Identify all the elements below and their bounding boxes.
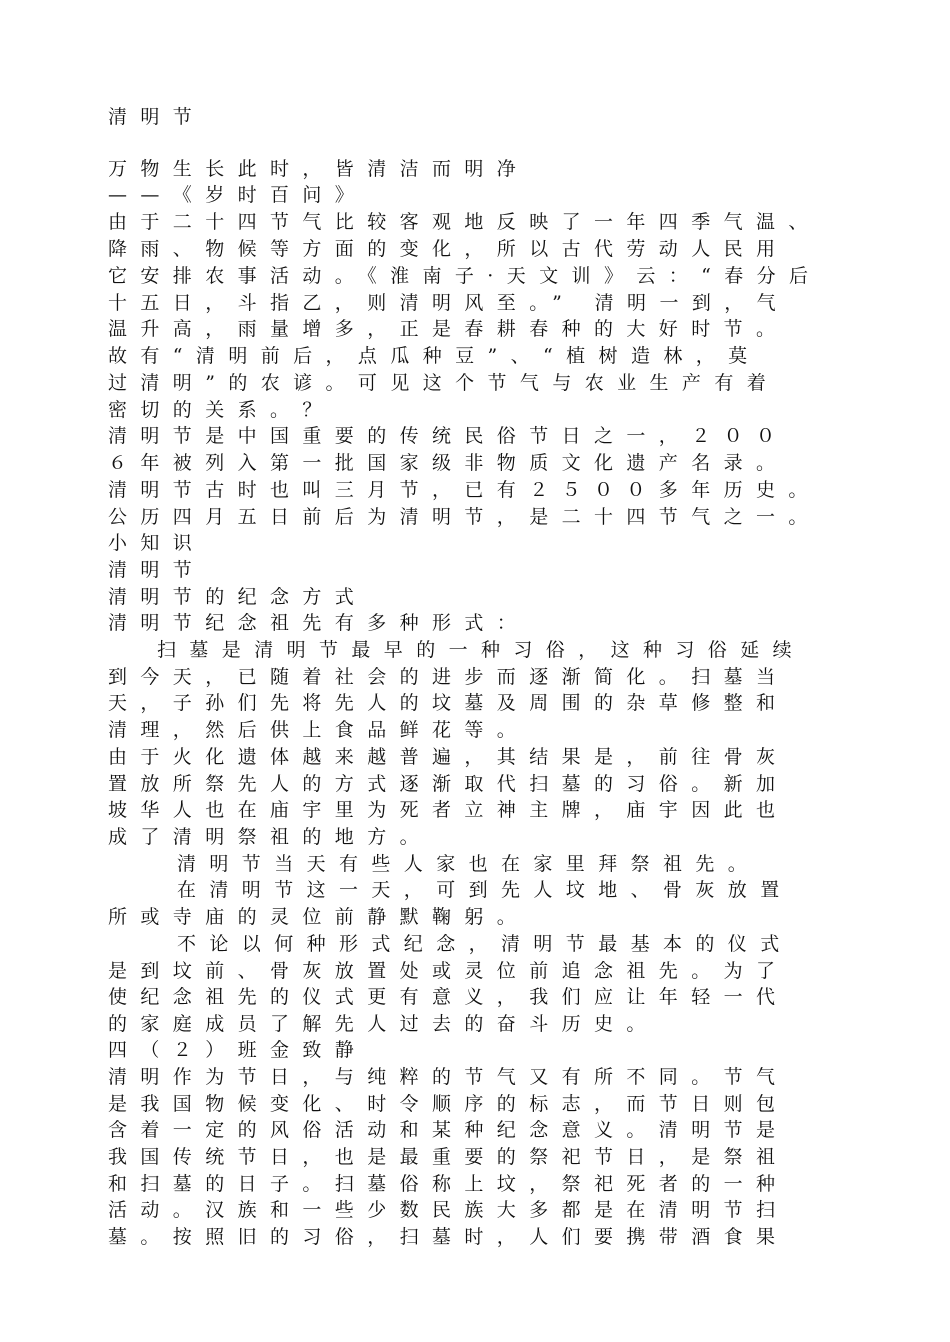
text-line: 成了清明祭祖的地方。 [108, 826, 433, 848]
text-line: 在清明节这一天，可到先人坟地、骨灰放置 [177, 879, 793, 901]
text-line: 是到坟前、骨灰放置处或灵位前追念祖先。为了 [108, 960, 789, 982]
text-line: 置放所祭先人的方式逐渐取代扫墓的习俗。新加 [108, 773, 789, 795]
text-line: ６年被列入第一批国家级非物质文化遗产名录。 [108, 452, 789, 474]
text-line: 十五日，斗指乙，则清明风至。” 清明一到，气 [108, 292, 790, 314]
text-line: 清理，然后供上食品鲜花等。 [108, 719, 530, 741]
text-line: 不论以何种形式纪念，清明节最基本的仪式 [177, 933, 793, 955]
text-line: 天，子孙们先将先人的坟墓及周围的杂草修整和 [108, 692, 789, 714]
text-line: 清明节是中国重要的传统民俗节日之一，２００ [108, 425, 789, 447]
text-line: 由于火化遗体越来越普遍，其结果是，前往骨灰 [108, 746, 789, 768]
text-line: 由于二十四节气比较客观地反映了一年四季气温、 [108, 211, 821, 233]
text-line: 到今天，已随着社会的进步而逐渐简化。扫墓当 [108, 666, 789, 688]
text-line: 使纪念祖先的仪式更有意义，我们应让年轻一代 [108, 986, 789, 1008]
text-line: 它安排农事活动。《淮南子·天文训》云：“春分后 [108, 265, 822, 287]
section-heading: 清明节 [108, 559, 206, 581]
text-line: 和扫墓的日子。扫墓俗称上坟，祭祀死者的一种 [108, 1173, 789, 1195]
text-line: 密切的关系。？ [108, 399, 335, 421]
text-line: 扫墓是清明节最早的一种习俗，这种习俗延续 [157, 639, 806, 661]
text-line: 故有“清明前后，点瓜种豆”、“植树造林，莫 [108, 345, 761, 367]
section-heading: 小知识 [108, 532, 206, 554]
text-line: 所或寺庙的灵位前静默鞠躬。 [108, 906, 530, 928]
text-line: 坡华人也在庙宇里为死者立神主牌，庙宇因此也 [108, 799, 789, 821]
text-line: 是我国物候变化、时令顺序的标志，而节日则包 [108, 1093, 789, 1115]
section-heading: 清明节的纪念方式 [108, 586, 368, 608]
document-title: 清明节 [108, 106, 206, 128]
text-line: 公历四月五日前后为清明节，是二十四节气之一。 [108, 506, 821, 528]
text-line: 清明节古时也叫三月节，已有２５００多年历史。 [108, 479, 821, 501]
text-line: 清明节当天有些人家也在家里拜祭祖先。 [177, 853, 761, 875]
text-line: 过清明”的农谚。可见这个节气与农业生产有着 [108, 372, 780, 394]
text-line: 我国传统节日，也是最重要的祭祀节日，是祭祖 [108, 1146, 789, 1168]
text-line: 活动。汉族和一些少数民族大多都是在清明节扫 [108, 1199, 789, 1221]
text-line: 温升高，雨量增多，正是春耕春种的大好时节。 [108, 318, 789, 340]
text-line: 清明作为节日，与纯粹的节气又有所不同。节气 [108, 1066, 789, 1088]
text-line: ——《岁时百问》 [108, 184, 368, 206]
author-line: 四（２）班金致静 [108, 1039, 368, 1061]
text-line: 清明节纪念祖先有多种形式： [108, 612, 530, 634]
text-line: 的家庭成员了解先人过去的奋斗历史。 [108, 1013, 659, 1035]
text-line: 降雨、物候等方面的变化，所以古代劳动人民用 [108, 238, 789, 260]
text-line: 万物生长此时，皆清洁而明净 [108, 158, 530, 180]
text-line: 含着一定的风俗活动和某种纪念意义。清明节是 [108, 1119, 789, 1141]
text-line: 墓。按照旧的习俗，扫墓时，人们要携带酒食果 [108, 1226, 789, 1248]
